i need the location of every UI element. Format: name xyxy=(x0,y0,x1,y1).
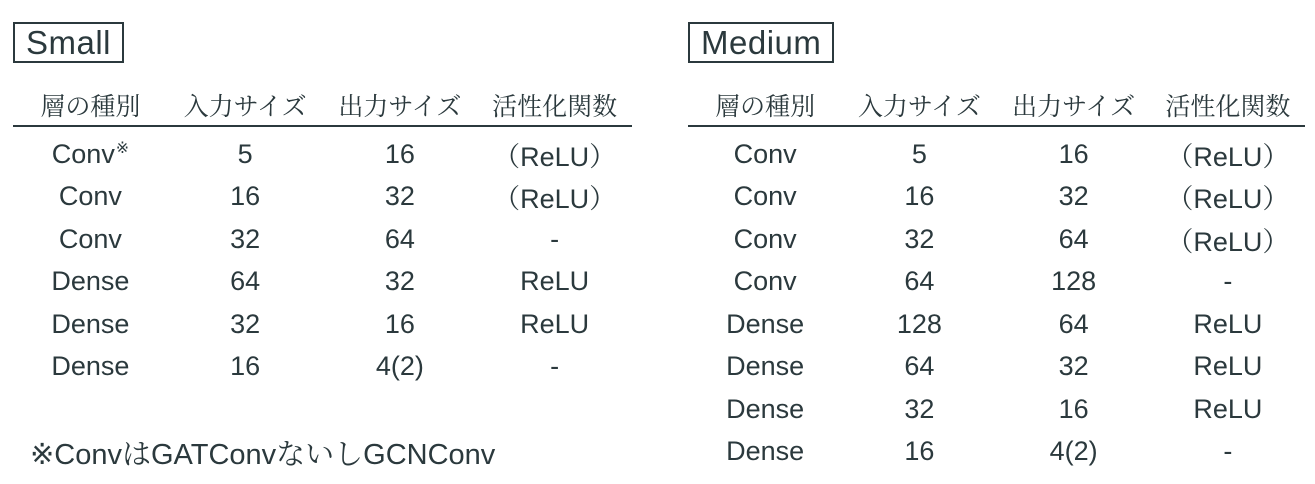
table-row xyxy=(13,133,632,176)
input-size-cell: 32 xyxy=(230,308,261,339)
layer-type-cell: Conv xyxy=(58,223,122,254)
table-row xyxy=(688,218,1305,261)
column-header: 出力サイズ xyxy=(1012,92,1136,121)
input-size-cell: 32 xyxy=(230,223,261,254)
input-size-cell: 32 xyxy=(904,223,935,254)
output-size-cell: 32 xyxy=(384,266,415,297)
column-header: 活性化関数 xyxy=(1165,92,1291,121)
activation-function-cell: （ReLU） xyxy=(493,141,617,172)
activation-function-cell: ReLU xyxy=(1193,351,1263,382)
layer-type-cell: Conv xyxy=(733,181,797,212)
activation-function-cell: ReLU xyxy=(1193,393,1263,424)
table-header-row xyxy=(13,84,632,127)
output-size-cell: 16 xyxy=(384,138,415,169)
layer-type-cell: Conv xyxy=(58,181,122,212)
table-row xyxy=(688,176,1305,219)
output-size-cell: 128 xyxy=(1051,266,1097,297)
output-size-cell: 16 xyxy=(384,308,415,339)
table-row xyxy=(688,388,1305,431)
layer-type-cell: Conv xyxy=(733,223,797,254)
layer-type-cell: Dense xyxy=(51,308,130,339)
input-size-cell: 32 xyxy=(904,393,935,424)
table-row xyxy=(688,431,1305,474)
input-size-cell: 5 xyxy=(911,138,927,169)
output-size-cell: 4(2) xyxy=(1049,436,1098,467)
table-row xyxy=(688,346,1305,389)
table-row xyxy=(13,261,632,304)
input-size-cell: 128 xyxy=(896,308,942,339)
layer-type-cell: Conv xyxy=(733,266,797,297)
table-row xyxy=(13,176,632,219)
table-row xyxy=(688,261,1305,304)
table-row xyxy=(688,303,1305,346)
input-size-cell: 64 xyxy=(230,266,261,297)
activation-function-cell: （ReLU） xyxy=(1166,184,1290,215)
column-header: 層の種別 xyxy=(715,92,816,121)
input-size-cell: 16 xyxy=(230,181,261,212)
table-row xyxy=(13,218,632,261)
layer-type-cell: Dense xyxy=(51,351,130,382)
output-size-cell: 64 xyxy=(384,223,415,254)
activation-function-cell: （ReLU） xyxy=(1166,226,1290,257)
footnote-text: ※ConvはGATConvないしGCNConv xyxy=(30,439,496,471)
input-size-cell: 16 xyxy=(904,181,935,212)
table-title-small: Small xyxy=(13,22,124,63)
table-row xyxy=(688,133,1305,176)
output-size-cell: 64 xyxy=(1058,308,1089,339)
layer-type-cell: Conv※ xyxy=(51,138,129,169)
input-size-cell: 64 xyxy=(904,266,935,297)
layer-type-cell: Dense xyxy=(726,351,805,382)
output-size-cell: 32 xyxy=(384,181,415,212)
output-size-cell: 32 xyxy=(1058,181,1089,212)
table-header-row xyxy=(688,84,1305,127)
activation-function-cell: （ReLU） xyxy=(1166,141,1290,172)
input-size-cell: 16 xyxy=(904,436,935,467)
activation-function-cell: - xyxy=(550,351,560,382)
activation-function-cell: （ReLU） xyxy=(493,184,617,215)
activation-function-cell: ReLU xyxy=(520,266,590,297)
table-row xyxy=(13,303,632,346)
output-size-cell: 64 xyxy=(1058,223,1089,254)
layer-type-cell: Dense xyxy=(726,393,805,424)
activation-function-cell: - xyxy=(1223,436,1233,467)
output-size-cell: 16 xyxy=(1058,393,1089,424)
input-size-cell: 16 xyxy=(230,351,261,382)
column-header: 出力サイズ xyxy=(338,92,462,121)
column-header: 入力サイズ xyxy=(857,92,981,121)
output-size-cell: 4(2) xyxy=(375,351,424,382)
output-size-cell: 16 xyxy=(1058,138,1089,169)
table-body xyxy=(13,127,632,388)
reference-mark: ※ xyxy=(115,139,129,157)
column-header: 活性化関数 xyxy=(492,92,618,121)
activation-function-cell: - xyxy=(550,223,560,254)
layer-type-cell: Dense xyxy=(726,436,805,467)
table-title-medium: Medium xyxy=(688,22,834,63)
table-body xyxy=(688,127,1305,473)
input-size-cell: 64 xyxy=(904,351,935,382)
column-header: 層の種別 xyxy=(40,92,141,121)
activation-function-cell: ReLU xyxy=(520,308,590,339)
column-header: 入力サイズ xyxy=(183,92,307,121)
medium-model-table-section xyxy=(688,22,1305,473)
small-model-table-section xyxy=(13,22,632,473)
activation-function-cell: - xyxy=(1223,266,1233,297)
layer-type-cell: Conv xyxy=(733,138,797,169)
layer-type-cell: Dense xyxy=(51,266,130,297)
layer-type-cell: Dense xyxy=(726,308,805,339)
table-row xyxy=(13,346,632,389)
activation-function-cell: ReLU xyxy=(1193,308,1263,339)
output-size-cell: 32 xyxy=(1058,351,1089,382)
input-size-cell: 5 xyxy=(237,138,253,169)
